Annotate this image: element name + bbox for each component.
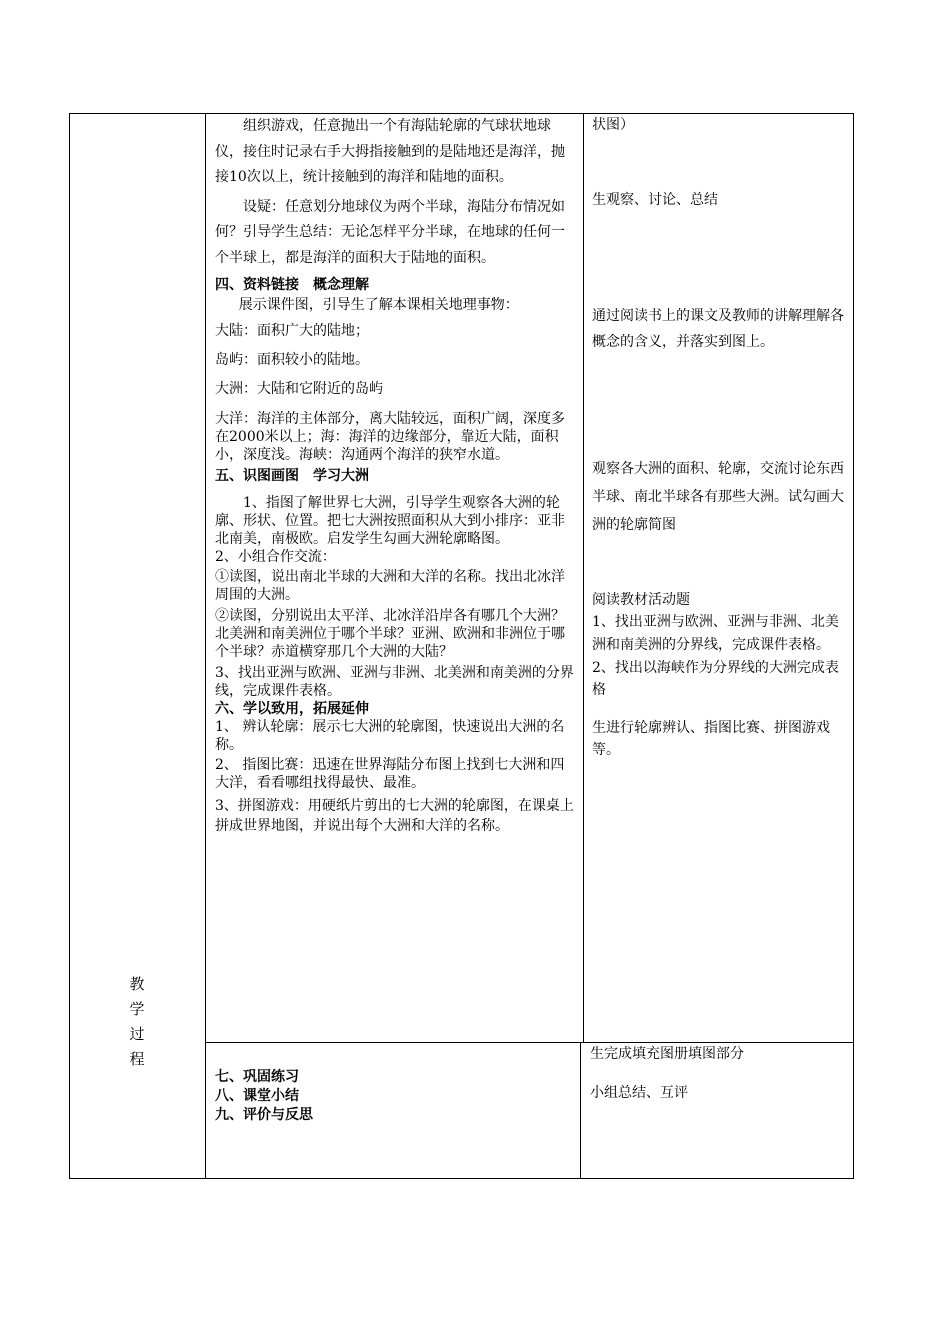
definition-ocean-sea-strait: 大洋：海洋的主体部分，离大陆较远，面积广阔，深度多在2000米以上；海：海洋的边缘部分，靠近大陆，面积小，深度浅。海峡：沟通两个海洋的狭窄水道。 [215,411,565,463]
activity-outline: 1、 辨认轮廓：展示七大洲的轮廓图，快速说出大洲的名称。 [215,719,565,753]
section-heading-8: 八、课堂小结 [215,1088,299,1104]
section-label-teaching-process: 教 学 过 程 [129,975,145,1068]
activity-map-race: 2、 指图比赛：迅速在世界海陆分布图上找到七大洲和四大洋，看看哪组找得最快、最准。 [215,757,565,791]
column-divider-left [205,113,206,1179]
student-activity-cell [592,114,848,761]
activity-puzzle: 3、拼图游戏：用硬纸片剪出的七大洲的轮廓图，在课桌上拼成世界地图，并说出每个大洲和大洋的名称。 [215,798,574,834]
game-paragraph: 组织游戏，任意抛出一个有海陆轮廓的气球状地球仪，接住时记录右手大拇指接触到的是陆地还是海洋，抛接10次以上，统计接触到的海洋和陆地的面积。 [215,118,565,185]
column-divider-right-upper [583,113,584,1043]
student-note-4: 观察各大洲的面积、轮廓，交流讨论东西半球、南北半球各有那些大洲。试勾画大洲的轮廓简图 [592,461,844,533]
concept-intro: 展示课件图，引导生了解本课相关地理事物： [238,297,519,313]
reading-task-2: ②读图，分别说出太平洋、北冰洋沿岸各有哪几个大洲？北美洲和南美洲位于哪个半球？亚洲、欧洲和非洲位于哪个半球？赤道横穿那几个大洲的大陆？ [215,608,565,660]
column-divider-right-lower [580,1043,581,1179]
student-note-7: 2、找出以海峡作为分界线的大洲完成表格 [592,660,839,698]
summary-cell [215,1068,575,1125]
definition-continent-region: 大洲：大陆和它附近的岛屿 [215,381,383,397]
section-heading-4: 四、资料链接 概念理解 [215,277,369,293]
section-heading-9: 九、评价与反思 [215,1107,313,1123]
student-note-8: 生进行轮廓辨认、指图比赛、拼图游戏等。 [592,720,830,758]
section-heading-7: 七、巩固练习 [215,1069,299,1085]
question-paragraph: 设疑：任意划分地球仪为两个半球，海陆分布情况如何？引导学生总结：无论怎样平分半球，在地球的任何一个半球上，都是海洋的面积大于陆地的面积。 [215,198,565,266]
group-work-paragraph: 2、小组合作交流： [215,549,336,565]
reading-task-1: ①读图，说出南北半球的大洲和大洋的名称。找出北冰洋周围的大洲。 [215,569,565,603]
teacher-activity-cell [215,114,577,836]
summary-student-cell [590,1043,848,1105]
student-note-1: 状图） [592,117,634,133]
student-note-2: 生观察、讨论、总结 [592,192,718,208]
section-heading-6: 六、学以致用，拓展延伸 [215,701,369,717]
definition-continent: 大陆：面积广大的陆地； [215,323,369,339]
student-note-3: 通过阅读书上的课文及教师的讲解理解各概念的含义，并落实到图上。 [592,308,844,350]
definition-island: 岛屿：面积较小的陆地。 [215,352,369,368]
student-note-5: 阅读教材活动题 [592,592,690,608]
student-note-fill-map: 生完成填充图册填图部分 [590,1046,744,1062]
boundary-task: 3、找出亚洲与欧洲、亚洲与非洲、北美洲和南美洲的分界线，完成课件表格。 [215,665,574,699]
continent-order-paragraph: 1、指图了解世界七大洲，引导学生观察各大洲的轮廓、形状、位置。把七大洲按照面积从大到小排序：亚非北南美，南极欧。启发学生勾画大洲轮廓略图。 [215,495,565,547]
section-heading-5: 五、识图画图 学习大洲 [215,468,369,484]
student-note-6: 1、找出亚洲与欧洲、亚洲与非洲、北美洲和南美洲的分界线，完成课件表格。 [592,614,839,653]
student-note-review: 小组总结、互评 [590,1085,688,1101]
